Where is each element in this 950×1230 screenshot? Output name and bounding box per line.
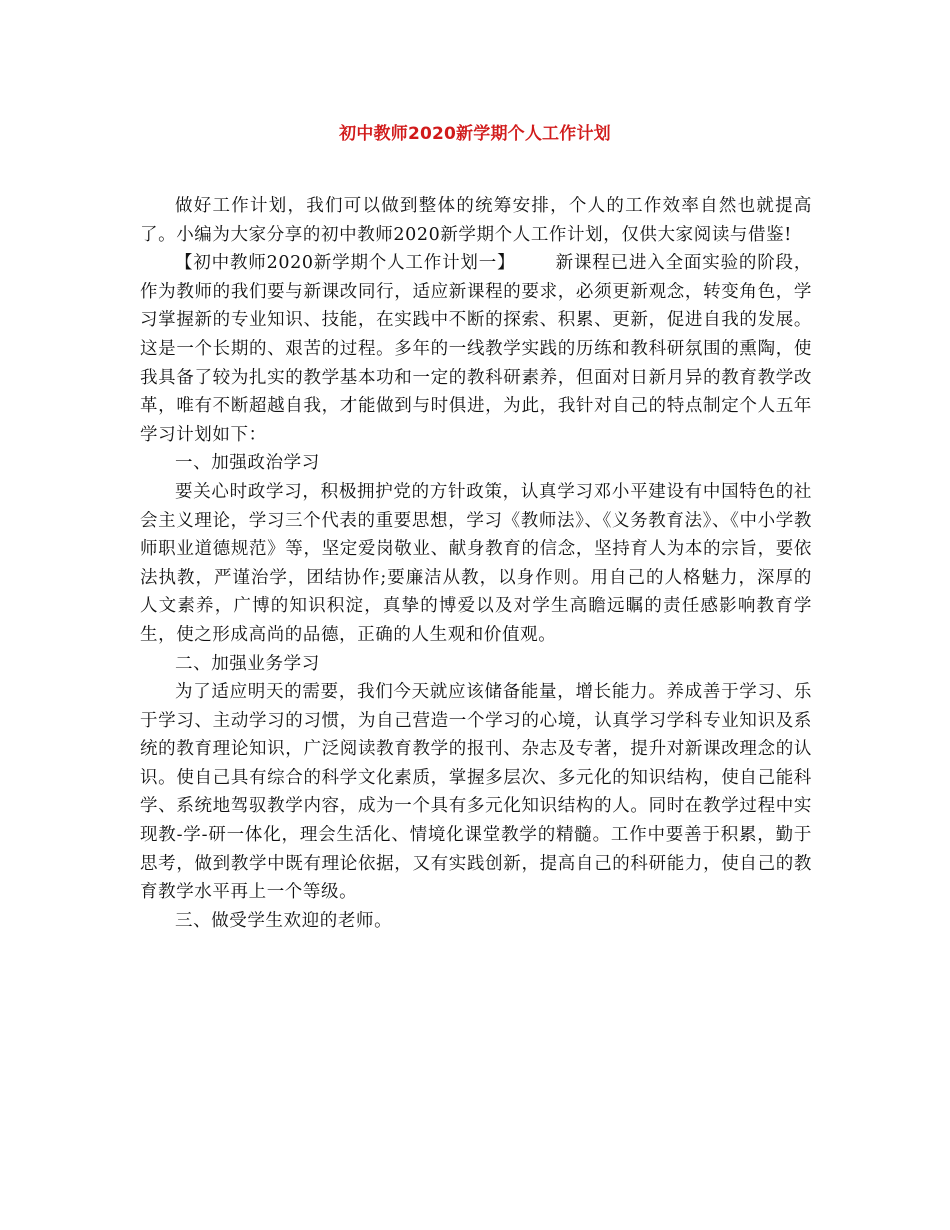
plan-one-text: 新课程已进入全面实验的阶段，作为教师的我们要与新课改同行，适应新课程的要求，必须更新观念，转变角色，学习掌握新的专业知识、技能，在实践中不断的探索、积累、更新，促进自我的发展。这是一个长期的、艰苦的过程。多年的一线教学实践的历练和教科研氛围的熏陶，使我具备了较为扎实的教学基本功和一定的教科研素养，但面对日新月异的教育教学改革，唯有不断超越自我，才能做到与时俱进，为此，我针对自己的特点制定个人五年学习计划如下： — [140, 253, 812, 445]
section-heading-professional: 二、加强业务学习 — [175, 653, 320, 674]
intro-paragraph: 做好工作计划，我们可以做到整体的统筹安排，个人的工作效率自然也就提高了。小编为大家分享的初中教师2020新学期个人工作计划，仅供大家阅读与借鉴! — [140, 196, 812, 245]
politics-paragraph: 要关心时政学习，积极拥护党的方针政策，认真学习邓小平建设有中国特色的社会主义理论，学习三个代表的重要思想，学习《教师法》、《义务教育法》、《中小学教师职业道德规范》等，坚定爱岗敬业、献身教育的信念，坚持育人为本的宗旨，要依法执教，严谨治学，团结协作;要廉洁从教，以身作则。用自己的人格魅力，深厚的人文素养，广博的知识积淀，真挚的博爱以及对学生高瞻远瞩的责任感影响教育学生，使之形成高尚的品德，正确的人生观和价值观。 — [140, 481, 812, 645]
document-body — [140, 192, 812, 935]
plan-one-heading: 【初中教师2020新学期个人工作计划一】 — [175, 253, 516, 274]
professional-paragraph: 为了适应明天的需要，我们今天就应该储备能量，增长能力。养成善于学习、乐于学习、主动学习的习惯，为自己营造一个学习的心境，认真学习学科专业知识及系统的教育理论知识，广泛阅读教育教学的报刊、杂志及专著，提升对新课改理念的认识。使自己具有综合的科学文化素质，掌握多层次、多元化的知识结构，使自己能科学、系统地驾驭教学内容，成为一个具有多元化知识结构的人。同时在教学过程中实现教-学-研一体化，理会生活化、情境化课堂教学的精髓。工作中要善于积累，勤于思考，做到教学中既有理论依据，又有实践创新，提高自己的科研能力，使自己的教育教学水平再上一个等级。 — [140, 682, 812, 903]
plan-one-paragraph — [140, 249, 812, 449]
section-heading-politics: 一、加强政治学习 — [175, 453, 320, 474]
section-heading-popular-teacher: 三、做受学生欢迎的老师。 — [175, 910, 393, 931]
document-title: 初中教师2020新学期个人工作计划 — [339, 124, 611, 144]
